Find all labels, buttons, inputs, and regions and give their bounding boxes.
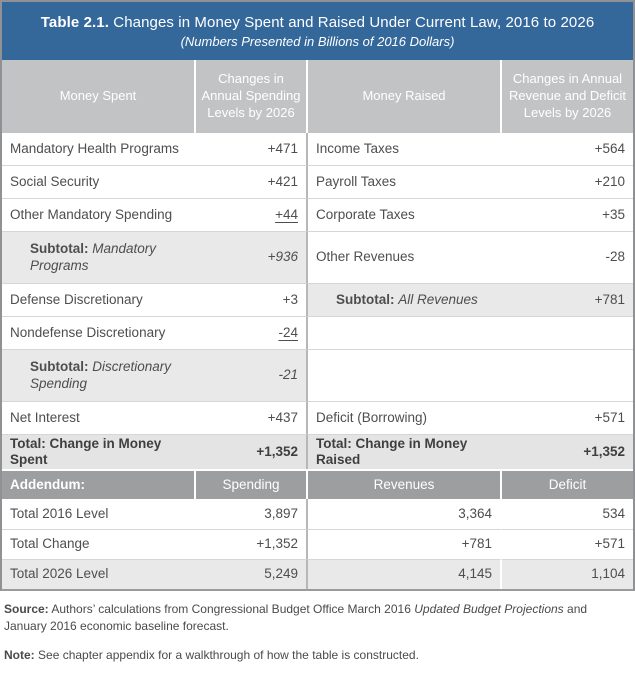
row-label: Other Revenues <box>308 231 502 283</box>
subtotal-name: Discretionary Spending <box>30 359 172 391</box>
empty-cell <box>308 349 502 401</box>
addendum-row-label: Total 2016 Level <box>10 505 109 521</box>
subtotal-name: Mandatory Programs <box>30 241 157 273</box>
subtotal-label <box>308 283 502 316</box>
addendum-revenues-value: +781 <box>308 529 502 559</box>
addendum-header-label: Addendum: <box>2 471 196 499</box>
note-label: Note: <box>4 647 35 662</box>
subtotal-text <box>336 292 478 308</box>
addendum-row-label: Total Change <box>2 529 196 559</box>
table-title <box>2 14 633 31</box>
row-value: +437 <box>196 401 308 434</box>
table-notes <box>0 591 635 664</box>
row-value: +35 <box>502 198 633 231</box>
subtotal-label <box>2 231 196 283</box>
subtotal-label <box>2 349 196 401</box>
row-value: +571 <box>502 401 633 434</box>
addendum-table <box>2 471 633 589</box>
subtotal-prefix: Subtotal: <box>336 291 395 307</box>
empty-cell <box>502 316 633 349</box>
note-text: See chapter appendix for a walkthrough of how the table is constructed. <box>38 647 419 662</box>
source-note <box>4 601 627 636</box>
row-value: +564 <box>594 140 625 156</box>
row-value: +3 <box>196 283 308 316</box>
source-italic: Updated Budget Projections <box>414 602 564 616</box>
row-label: Defense Discretionary <box>2 283 196 316</box>
empty-cell <box>308 316 502 349</box>
subtotal-prefix: Subtotal: <box>30 241 89 257</box>
empty-cell <box>502 349 633 401</box>
row-label: Net Interest <box>2 401 196 434</box>
source-text-1: Authors’ calculations from Congressional Budget Office March 2016 <box>51 602 411 616</box>
addendum-deficit-value: 534 <box>602 505 625 521</box>
addendum-spending-value: 5,249 <box>196 559 308 589</box>
subtotal-text <box>30 241 186 273</box>
addendum-deficit-value: +571 <box>502 529 633 559</box>
addendum-header-spending: Spending <box>196 471 308 499</box>
row-value: +210 <box>502 165 633 198</box>
table-title-text: Changes in Money Spent and Raised Under Current Law, 2016 to 2026 <box>113 13 595 31</box>
column-header-spending-change: Changes in Annual Spending Levels by 2026 <box>196 60 308 133</box>
total-label: Total: Change in Money Raised <box>308 434 502 469</box>
row-label: Payroll Taxes <box>308 165 502 198</box>
row-value: +421 <box>196 165 308 198</box>
underlined-value: -24 <box>278 324 298 340</box>
subtotal-name: All Revenues <box>398 291 478 307</box>
source-text-2: and January 2016 economic baseline forecast. <box>4 602 588 634</box>
addendum-revenues-value: 4,145 <box>308 559 502 589</box>
column-header-money-spent: Money Spent <box>2 60 196 133</box>
addendum-header-revenues: Revenues <box>308 471 502 499</box>
row-value <box>196 316 308 349</box>
row-label: Income Taxes <box>316 140 400 156</box>
row-value: +471 <box>196 133 308 165</box>
total-value: +1,352 <box>502 434 633 469</box>
addendum-row-label: Total 2026 Level <box>2 559 196 589</box>
addendum-header-deficit: Deficit <box>502 471 633 499</box>
subtotal-value: +781 <box>502 283 633 316</box>
table-title-bar <box>2 2 633 60</box>
column-header-money-raised: Money Raised <box>308 60 502 133</box>
subtotal-text <box>30 359 186 391</box>
source-label: Source: <box>4 602 49 616</box>
subtotal-value: +936 <box>196 231 308 283</box>
addendum-revenues-value: 3,364 <box>308 499 502 529</box>
row-label: Mandatory Health Programs <box>10 140 179 156</box>
subtotal-value: -21 <box>196 349 308 401</box>
table-number: Table 2.1. <box>40 13 109 31</box>
row-label: Nondefense Discretionary <box>2 316 196 349</box>
table-subtitle: (Numbers Presented in Billions of 2016 Dollars) <box>180 33 455 49</box>
row-label: Corporate Taxes <box>308 198 502 231</box>
total-value: +1,352 <box>196 434 308 469</box>
chapter-note <box>4 647 627 664</box>
row-value: -28 <box>502 231 633 283</box>
subtotal-prefix: Subtotal: <box>30 359 89 375</box>
underlined-value: +44 <box>275 206 298 222</box>
row-value <box>196 198 308 231</box>
row-label: Other Mandatory Spending <box>2 198 196 231</box>
addendum-deficit-value: 1,104 <box>502 559 633 589</box>
row-label: Deficit (Borrowing) <box>308 401 502 434</box>
column-header-revenue-change: Changes in Annual Revenue and Deficit Levels by 2026 <box>502 60 633 133</box>
addendum-spending-value: +1,352 <box>196 529 308 559</box>
total-label: Total: Change in Money Spent <box>2 434 196 469</box>
addendum-spending-value: 3,897 <box>196 499 308 529</box>
main-table <box>2 60 633 469</box>
row-label: Social Security <box>2 165 196 198</box>
